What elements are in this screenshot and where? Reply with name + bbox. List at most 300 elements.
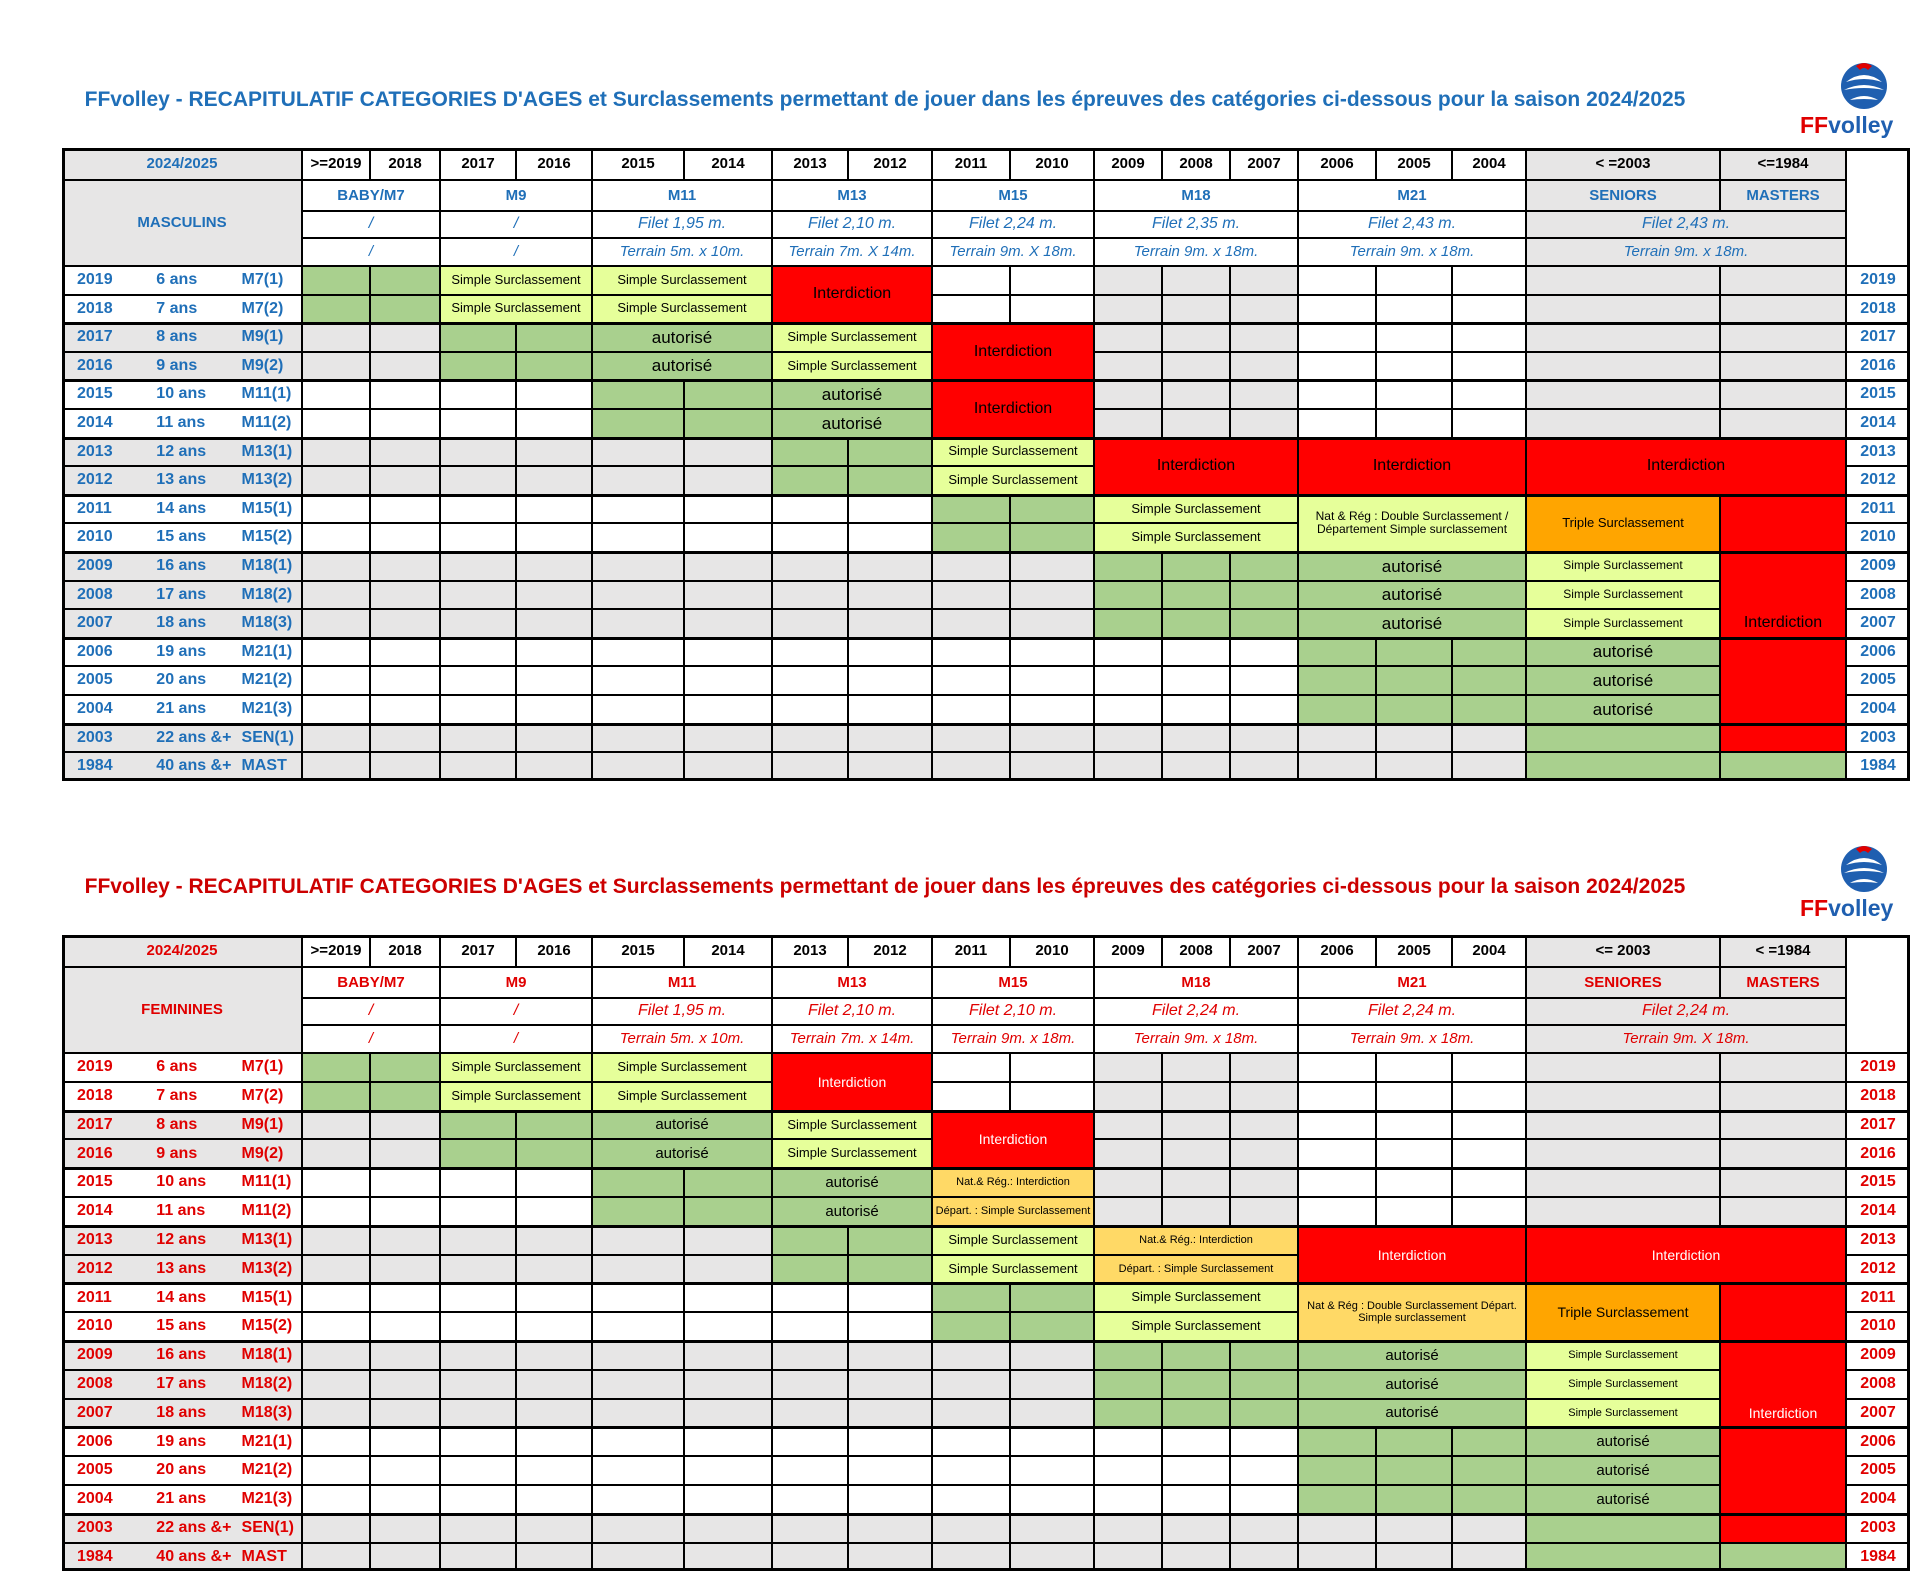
row-label [62, 1485, 302, 1514]
filler-cell [1230, 1485, 1298, 1514]
filler-cell [302, 1456, 370, 1485]
grid-cell [1162, 1197, 1230, 1226]
year-header: 2007 [1230, 935, 1298, 967]
filler-cell [370, 552, 440, 581]
grid-cell [1298, 1168, 1376, 1197]
thick-divider [62, 379, 1910, 382]
filler-cell [370, 695, 440, 724]
row-category: M21(1) [241, 1432, 293, 1450]
status-depart-simple: Départ. : Simple Surclassement [1094, 1255, 1298, 1284]
grid-cell [1720, 1111, 1846, 1140]
row-category: M21(3) [241, 1490, 293, 1508]
row-year: 2013 [77, 1231, 113, 1248]
status-depart-simple: Départ. : Simple Surclassement [932, 1197, 1094, 1226]
grid-cell [1298, 380, 1376, 409]
grid-cell [1452, 1111, 1526, 1140]
status-simple: Simple Surclassement [772, 1139, 932, 1168]
filler-cell [932, 1399, 1010, 1428]
grid-cell [932, 266, 1010, 295]
thick-divider [62, 637, 1910, 640]
row-category: M13(1) [241, 1231, 293, 1248]
status-simple: Simple Surclassement [932, 466, 1094, 495]
status-interdiction: Interdiction [1720, 495, 1846, 752]
row-label [62, 1168, 302, 1197]
filler-cell [1010, 1312, 1094, 1341]
section-title-feminines: FFvolley - RECAPITULATIF CATEGORIES D'AGES et Surclassements permettant de jouer dans les épreuves des catégories ci-dessous pour la saison 2024/2025 [84, 875, 1686, 898]
row-year-right: 2009 [1846, 552, 1910, 581]
row-age: 20 ans [156, 1461, 207, 1479]
status-simple: Simple Surclassement [440, 1053, 592, 1082]
filler-cell [302, 1399, 370, 1428]
filler-cell [1230, 1543, 1298, 1572]
filler-cell [932, 1543, 1010, 1572]
status-simple: Simple Surclassement [772, 323, 932, 352]
filler-cell [1010, 1456, 1094, 1485]
filler-green [1526, 752, 1720, 781]
terrain-cell: Terrain 9m. x 18m. [1526, 238, 1846, 266]
grid-cell [1720, 1197, 1846, 1226]
filler-cell [370, 1226, 440, 1255]
filler-cell [440, 581, 516, 610]
logo-volley-text: volley [1828, 895, 1894, 921]
status-simple: Simple Surclassement [1526, 581, 1720, 610]
year-header: 2005 [1376, 935, 1452, 967]
filler-cell [1376, 695, 1452, 724]
filler-cell [302, 1485, 370, 1514]
row-age: 14 ans [156, 1288, 207, 1306]
filler-green [1720, 752, 1846, 781]
filler-cell [302, 323, 370, 352]
status-autorise: autorisé [1526, 695, 1720, 724]
filler-cell [848, 1456, 932, 1485]
grid-cell [1298, 1139, 1376, 1168]
header-blank-right [1846, 935, 1910, 1053]
filler-cell [684, 1399, 772, 1428]
grid-cell [1452, 1082, 1526, 1111]
filler-cell [1010, 695, 1094, 724]
grid-cell [1230, 380, 1298, 409]
status-simple: Simple Surclassement [440, 295, 592, 324]
filler-cell [592, 1370, 684, 1399]
filler-cell [516, 380, 592, 409]
year-header: 2014 [684, 935, 772, 967]
row-category: M21(2) [241, 671, 293, 689]
filler-cell [1010, 523, 1094, 552]
filler-cell [302, 495, 370, 524]
grid-cell [1162, 323, 1230, 352]
filler-cell [370, 352, 440, 381]
filler-cell [772, 1370, 848, 1399]
filler-cell [684, 1255, 772, 1284]
category-header: M18 [1094, 180, 1298, 211]
filler-cell [1452, 638, 1526, 667]
status-simple: Simple Surclassement [772, 1111, 932, 1140]
status-interdiction: Interdiction [932, 323, 1094, 380]
filler-cell [440, 638, 516, 667]
year-header: 2008 [1162, 935, 1230, 967]
filler-cell [848, 1255, 932, 1284]
filler-cell [516, 495, 592, 524]
row-label [62, 609, 302, 638]
filler-cell [1162, 1399, 1230, 1428]
row-year-right: 2012 [1846, 466, 1910, 495]
category-header: BABY/M7 [302, 180, 440, 211]
thick-divider [62, 322, 1910, 325]
filler-cell [772, 581, 848, 610]
row-label [62, 552, 302, 581]
year-header: 2016 [516, 935, 592, 967]
row-label [62, 495, 302, 524]
row-year-right: 2010 [1846, 523, 1910, 552]
filler-cell [592, 438, 684, 467]
filler-cell [516, 1255, 592, 1284]
row-year-right: 2007 [1846, 1399, 1910, 1428]
filet-cell: Filet 2,35 m. [1094, 211, 1298, 238]
filler-cell [848, 1341, 932, 1370]
status-autorise: autorisé [1526, 1485, 1720, 1514]
row-year: 2017 [77, 1115, 113, 1133]
row-year-right: 2017 [1846, 323, 1910, 352]
row-age: 9 ans [156, 356, 198, 374]
filler-cell [302, 666, 370, 695]
status-simple: Simple Surclassement [440, 266, 592, 295]
terrain-cell: Terrain 5m. x 10m. [592, 1025, 772, 1053]
header-blank-right [1846, 148, 1910, 266]
grid-cell [1526, 266, 1720, 295]
filler-cell [1094, 1370, 1162, 1399]
row-age: 16 ans [156, 1346, 207, 1364]
row-category: M11(1) [241, 1173, 292, 1191]
year-header: < =2003 [1526, 148, 1720, 180]
grid-cell [1526, 352, 1720, 381]
grid-cell [1452, 1139, 1526, 1168]
row-year: 2019 [77, 1058, 113, 1076]
filler-cell [370, 1543, 440, 1572]
filler-cell [1230, 1514, 1298, 1543]
row-age: 18 ans [156, 614, 207, 632]
thick-divider [62, 1110, 1910, 1113]
row-year: 2012 [77, 471, 113, 489]
grid-cell [932, 1053, 1010, 1082]
filler-cell [1452, 1514, 1526, 1543]
row-age: 12 ans [156, 442, 207, 460]
row-age: 17 ans [156, 1375, 207, 1392]
year-header: 2017 [440, 148, 516, 180]
filler-cell [1230, 752, 1298, 781]
filler-cell [302, 1053, 370, 1082]
row-label [62, 409, 302, 438]
filler-cell [1094, 1341, 1162, 1370]
filler-cell [302, 552, 370, 581]
status-simple: Simple Surclassement [1526, 609, 1720, 638]
status-simple: Simple Surclassement [592, 266, 772, 295]
filler-cell [1010, 666, 1094, 695]
status-nat-interdiction: Nat.& Rég.: Interdiction [1094, 1226, 1298, 1255]
filler-cell [1230, 1370, 1298, 1399]
filler-cell [592, 1283, 684, 1312]
status-autorise: autorisé [772, 1168, 932, 1197]
filler-cell [592, 495, 684, 524]
filler-cell [592, 638, 684, 667]
category-header: M15 [932, 180, 1094, 211]
filler-cell [1298, 1514, 1376, 1543]
row-category: SEN(1) [241, 1519, 294, 1536]
filler-cell [1230, 666, 1298, 695]
filler-cell [848, 609, 932, 638]
filler-cell [1094, 1514, 1162, 1543]
row-age: 15 ans [156, 1317, 207, 1335]
status-triple: Triple Surclassement [1526, 495, 1720, 552]
thick-divider [62, 1340, 1910, 1343]
grid-cell [1720, 409, 1846, 438]
row-year: 1984 [77, 1547, 113, 1565]
filler-cell [684, 523, 772, 552]
category-header: SENIORES [1526, 967, 1720, 998]
filler-cell [370, 1341, 440, 1370]
row-year-right: 2008 [1846, 1370, 1910, 1399]
year-header: < =1984 [1720, 935, 1846, 967]
filler-cell [1230, 609, 1298, 638]
filler-cell [370, 666, 440, 695]
filler-cell [932, 1283, 1010, 1312]
row-category: M15(1) [241, 1288, 293, 1306]
filler-cell [516, 1399, 592, 1428]
filler-cell [1230, 695, 1298, 724]
filler-cell [302, 1514, 370, 1543]
filler-cell [1298, 1427, 1376, 1456]
filler-cell [370, 724, 440, 753]
filler-cell [848, 1312, 932, 1341]
filler-cell [1162, 1485, 1230, 1514]
filler-cell [440, 323, 516, 352]
row-category: M9(2) [241, 356, 284, 374]
status-autorise: autorisé [592, 323, 772, 352]
row-age: 7 ans [156, 1087, 198, 1104]
status-simple: Simple Surclassement [1526, 552, 1720, 581]
filler-cell [592, 1312, 684, 1341]
grid-cell [1094, 409, 1162, 438]
filler-cell [1230, 1341, 1298, 1370]
filler-cell [772, 1283, 848, 1312]
year-header: 2013 [772, 935, 848, 967]
grid-cell [1720, 266, 1846, 295]
row-label [62, 438, 302, 467]
category-header: M13 [772, 180, 932, 211]
row-label [62, 1341, 302, 1370]
status-interdiction: Interdiction [1298, 1226, 1526, 1284]
filler-cell [772, 495, 848, 524]
filler-cell [1094, 724, 1162, 753]
terrain-cell: / [302, 1025, 440, 1053]
row-age: 14 ans [156, 499, 207, 517]
filler-cell [684, 1283, 772, 1312]
filler-cell [440, 552, 516, 581]
filler-cell [932, 581, 1010, 610]
year-header: 2004 [1452, 148, 1526, 180]
filler-cell [302, 1082, 370, 1111]
thick-divider [62, 1513, 1910, 1516]
thick-divider [62, 1282, 1910, 1285]
status-interdiction: Interdiction [932, 380, 1094, 437]
filler-cell [684, 666, 772, 695]
category-header: SENIORS [1526, 180, 1720, 211]
row-category: M18(2) [241, 1375, 293, 1392]
status-autorise: autorisé [1526, 666, 1720, 695]
filler-cell [592, 409, 684, 438]
row-year: 2003 [77, 1519, 113, 1536]
row-age: 13 ans [156, 471, 207, 489]
filler-cell [932, 724, 1010, 753]
status-double: Nat & Rég : Double Surclassement Départ. Simple surclassement [1298, 1283, 1526, 1341]
filet-cell: Filet 2,24 m. [1094, 998, 1298, 1025]
grid-cell [932, 1082, 1010, 1111]
row-age: 21 ans [156, 700, 207, 718]
terrain-cell: / [302, 238, 440, 266]
filler-cell [772, 523, 848, 552]
filler-cell [440, 352, 516, 381]
filler-cell [592, 666, 684, 695]
filler-cell [302, 1543, 370, 1572]
filler-cell [370, 1139, 440, 1168]
status-nat-interdiction: Nat.& Rég.: Interdiction [932, 1168, 1094, 1197]
filler-cell [1452, 724, 1526, 753]
grid-cell [1376, 1082, 1452, 1111]
filler-cell [592, 466, 684, 495]
filler-cell [516, 1485, 592, 1514]
grid-cell [1526, 1111, 1720, 1140]
filler-cell [302, 295, 370, 324]
status-autorise: autorisé [592, 1139, 772, 1168]
grid-cell [1298, 1053, 1376, 1082]
row-age: 12 ans [156, 1231, 207, 1248]
row-category: M21(3) [241, 700, 293, 718]
status-autorise: autorisé [1298, 609, 1526, 638]
status-autorise: autorisé [1526, 1456, 1720, 1485]
grid-cell [1376, 295, 1452, 324]
filler-cell [1010, 1399, 1094, 1428]
filler-cell [370, 523, 440, 552]
grid-cell [1094, 1197, 1162, 1226]
filler-cell [516, 323, 592, 352]
grid-cell [1720, 323, 1846, 352]
terrain-cell: Terrain 7m. X 14m. [772, 238, 932, 266]
filler-cell [932, 1514, 1010, 1543]
row-age: 19 ans [156, 1432, 207, 1450]
row-category: M9(1) [241, 328, 284, 346]
filler-cell [772, 1341, 848, 1370]
filler-cell [516, 1543, 592, 1572]
row-label [62, 323, 302, 352]
year-header: >=2019 [302, 148, 370, 180]
row-age: 40 ans &+ [156, 757, 232, 775]
grid-cell [1162, 1139, 1230, 1168]
filler-cell [1376, 724, 1452, 753]
status-simple: Simple Surclassement [1526, 1370, 1720, 1399]
row-year: 2009 [77, 1346, 113, 1364]
filler-cell [684, 1427, 772, 1456]
grid-cell [1010, 266, 1094, 295]
filler-cell [1298, 695, 1376, 724]
filler-cell [684, 1312, 772, 1341]
filler-cell [370, 409, 440, 438]
filler-cell [302, 1370, 370, 1399]
filler-cell [302, 638, 370, 667]
filler-cell [592, 1427, 684, 1456]
filler-cell [932, 609, 1010, 638]
filler-cell [932, 1456, 1010, 1485]
filler-cell [1010, 752, 1094, 781]
filler-cell [592, 1485, 684, 1514]
filler-cell [516, 409, 592, 438]
row-age: 40 ans &+ [156, 1547, 232, 1565]
status-simple: Simple Surclassement [1094, 1312, 1298, 1341]
filler-cell [370, 609, 440, 638]
year-header: <=1984 [1720, 148, 1846, 180]
row-year-right: 2006 [1846, 1427, 1910, 1456]
filler-cell [1094, 1543, 1162, 1572]
filler-cell [848, 1226, 932, 1255]
filler-cell [440, 695, 516, 724]
filler-cell [1094, 581, 1162, 610]
filler-cell [684, 466, 772, 495]
row-year: 2006 [77, 1432, 113, 1450]
filler-cell [932, 752, 1010, 781]
filler-cell [932, 552, 1010, 581]
filler-cell [848, 1427, 932, 1456]
filler-cell [1298, 638, 1376, 667]
filler-cell [302, 724, 370, 753]
filler-cell [302, 1312, 370, 1341]
year-header: 2008 [1162, 148, 1230, 180]
filler-cell [592, 1514, 684, 1543]
filler-cell [1162, 1543, 1230, 1572]
grid-cell [1162, 1168, 1230, 1197]
filet-cell: Filet 2,43 m. [1526, 211, 1846, 238]
status-simple: Simple Surclassement [1526, 1399, 1720, 1428]
filler-cell [1162, 1514, 1230, 1543]
filler-cell [370, 1427, 440, 1456]
filler-cell [592, 380, 684, 409]
filler-cell [684, 1226, 772, 1255]
year-header: >=2019 [302, 935, 370, 967]
filet-cell: Filet 2,24 m. [1298, 998, 1526, 1025]
grid-cell [1010, 1082, 1094, 1111]
filler-cell [1376, 1543, 1452, 1572]
row-category: M18(2) [241, 585, 293, 603]
status-autorise: autorisé [1298, 552, 1526, 581]
filet-cell: Filet 1,95 m. [592, 211, 772, 238]
filler-cell [684, 1514, 772, 1543]
filler-cell [440, 523, 516, 552]
filet-cell: Filet 1,95 m. [592, 998, 772, 1025]
terrain-cell: Terrain 9m. x 18m. [1298, 1025, 1526, 1053]
row-year: 2007 [77, 1403, 113, 1421]
thick-divider [62, 551, 1910, 554]
row-year: 2015 [77, 1173, 113, 1191]
row-year: 1984 [77, 757, 113, 775]
filler-cell [1452, 1543, 1526, 1572]
row-label [62, 724, 302, 753]
filler-cell [370, 1053, 440, 1082]
grid-cell [1720, 295, 1846, 324]
filler-cell [848, 495, 932, 524]
terrain-cell: Terrain 9m. x 18m. [1298, 238, 1526, 266]
row-age: 22 ans &+ [156, 728, 232, 746]
filler-cell [440, 438, 516, 467]
terrain-cell: / [440, 238, 592, 266]
filet-cell: / [440, 998, 592, 1025]
row-label [62, 1312, 302, 1341]
